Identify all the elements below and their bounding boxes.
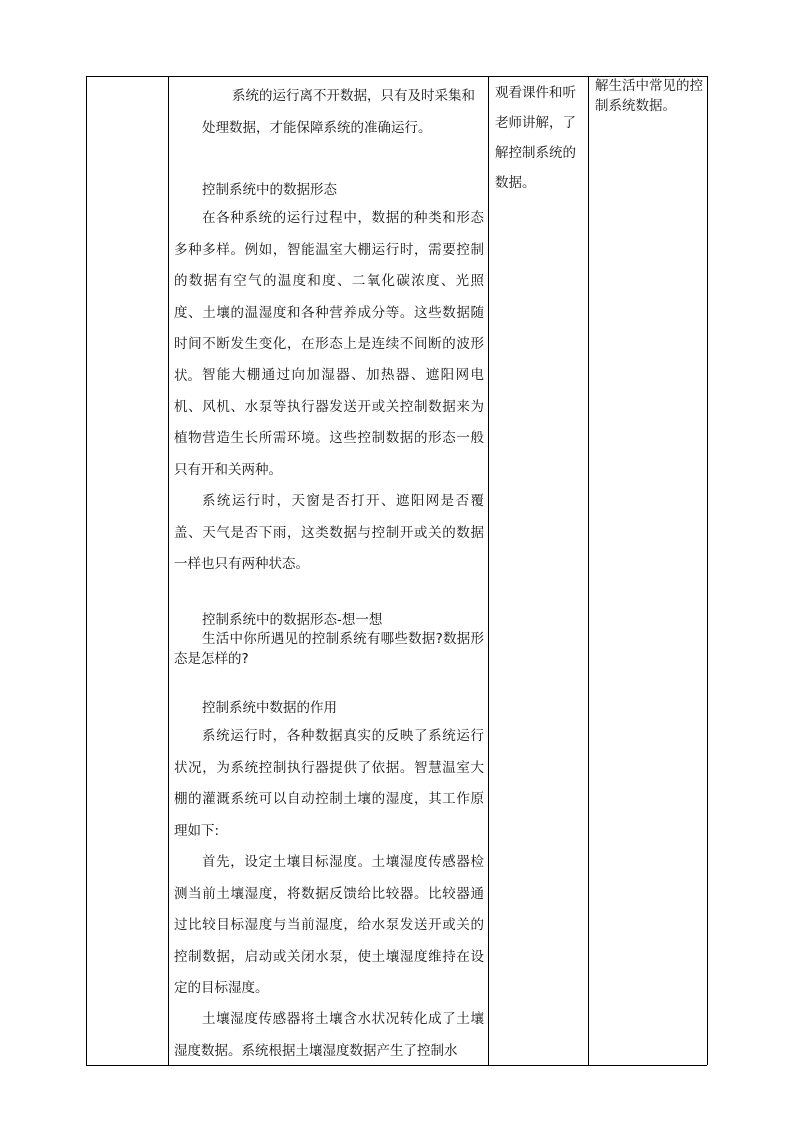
paragraph-actuators: 智能大棚通过向加湿器、加热器、遮阳网电机、风机、水泵等执行器发送开或关控制数据来为植物营造生长所需环境。这些控制数据的形态一般只有开和关两种。 xyxy=(174,367,484,478)
section-heading-think: 控制系统中的数据形态-想一想 xyxy=(202,612,383,628)
table-divider-1 xyxy=(168,76,169,1065)
section-heading-data-forms: 控制系统中的数据形态 xyxy=(202,182,337,198)
table-border-right xyxy=(707,76,708,1065)
table-border-left xyxy=(86,76,87,1065)
paragraph-sensor-data: 土壤湿度传感器将土壤含水状况转化成了土壤湿度数据。系统根据土壤湿度数据产生了控制水 xyxy=(174,1011,484,1059)
paragraph-binary-states: 系统运行时，天窗是否打开、遮阳网是否覆盖、天气是否下雨，这类数据与控制开或关的数据一样也只有两种状态。 xyxy=(174,493,484,572)
intro-line-2: 处理数据，才能保障系统的准确运行。 xyxy=(202,120,432,136)
section-heading-data-role: 控制系统中数据的作用 xyxy=(202,700,337,716)
paragraph-irrigation-steps: 首先，设定土壤目标湿度。土壤湿度传感器检测当前土壤湿度，将数据反馈给比较器。比较器通过比较目标湿度与当前湿度，给水泵发送开或关的控制数据，启动或关闭水泵，使土壤湿度维持在设定的目标湿度。 xyxy=(174,854,484,996)
intro-line-1: 系统的运行离不开数据，只有及时采集和 xyxy=(232,88,475,104)
paragraph-think-question: 生活中你所遇见的控制系统有哪些数据?数据形态是怎样的? xyxy=(174,631,484,667)
design-intent-text: 解生活中常见的控制系统数据。 xyxy=(595,78,703,114)
table-divider-3 xyxy=(588,76,589,1065)
paragraph-data-types: 在各种系统的运行过程中，数据的种类和形态多种多样。例如，智能温室大棚运行时，需要控制的数据有空气的温度和度、二氧化碳浓度、光照度、土壤的温湿度和各种营养成分等。这些数据随时间不断发生变化，在形态上是连续不间断的波形状。 xyxy=(174,210,484,384)
paragraph-irrigation-intro: 系统运行时，各种数据真实的反映了系统运行状况，为系统控制执行器提供了依据。智慧温室大棚的灌溉系统可以自动控制土壤的湿度，其工作原理如下: xyxy=(174,728,484,839)
student-activity-text: 观看课件和听老师讲解，了解控制系统的数据。 xyxy=(495,85,576,191)
table-divider-2 xyxy=(488,76,489,1065)
